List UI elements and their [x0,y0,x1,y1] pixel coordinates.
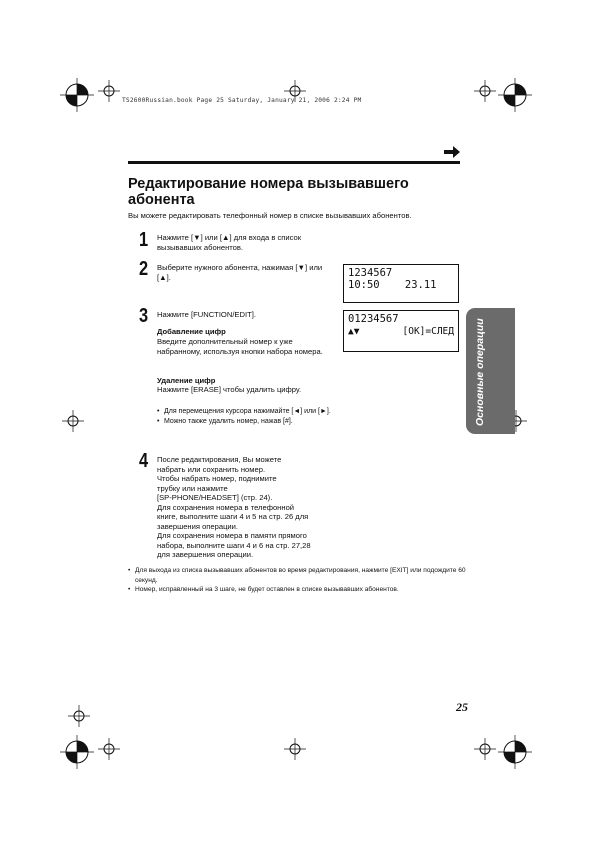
top-rule [128,161,460,164]
list-item: • Номер, исправленный на 3 шаге, не будет оставлен в списке вызывавших абонентов. [128,585,468,595]
step-4-text [157,455,357,560]
step-number: 1 [139,229,149,251]
list-item: • Можно также удалить номер, нажав [#]. [157,417,342,427]
crosshair-mark [98,738,120,760]
crosshair-mark [62,410,84,432]
page-number: 25 [456,700,468,714]
text-line: для завершения операции. [157,550,254,559]
step-1-text: Нажмите [▼] или [▲] для входа в список вызывавших абонентов. [157,233,302,252]
footnotes [128,566,468,595]
lcd-number: 1234567 [348,267,393,279]
step-number: 2 [139,258,149,280]
page-title: Редактирование номера вызывавшего абонента [128,176,409,208]
lcd-display-edit [343,310,459,352]
step-3-bullets [157,407,342,426]
lcd-time-date: 10:50 23.11 [348,278,437,291]
registration-mark-bottom-left [60,735,94,769]
text-line: Для сохранения номера в памяти прямого [157,531,307,540]
text-line: завершения операции. [157,521,239,531]
registration-mark-bottom-right [498,735,532,769]
list-item: • Для перемещения курсора нажимайте [◄] или [►]. [157,407,342,417]
text-line: Для сохранения номера в телефонной [157,502,295,512]
lcd-display-caller [343,264,459,303]
text-line: трубку или нажмите [157,483,228,493]
list-item: • Для выхода из списка вызывавших абонентов во время редактирования, нажмите [EXIT] или подождите 60 секунд. [128,566,468,585]
text-line: книге, выполните шаги 4 и 5 на стр. 26 для [157,512,309,521]
section-side-tab-label: Основные операции [474,318,486,426]
step-3-text: Нажмите [FUNCTION/EDIT]. [157,310,256,319]
step-number: 4 [139,450,149,472]
crosshair-mark [474,80,496,102]
add-digits-heading: Добавление цифр [157,327,226,336]
delete-digits-heading: Удаление цифр [157,376,216,385]
text-line: набора, выполните шаги 4 и 6 на стр. 27,28 [157,540,311,550]
text-line: Чтобы набрать номер, поднимите [157,474,277,483]
registration-mark-top-left [60,78,94,112]
header-file-info: TS2600Russian.book Page 25 Saturday, January 21, 2006 2:24 PM [122,97,362,104]
text-line: После редактирования, Вы можете [157,455,282,464]
lcd-softkey-label: [OK]=СЛЕД [402,325,454,337]
intro-text: Вы можете редактировать телефонный номер в списке вызывавших абонентов. [128,211,412,220]
step-2-text: Выберите нужного абонента, нажимая [▼] или [▲]. [157,263,323,282]
step-number: 3 [139,305,149,327]
lcd-arrows-icon: ▲▼ [348,325,360,337]
continue-arrow-icon [444,145,460,159]
crosshair-mark [68,705,90,727]
registration-mark-top-right [498,78,532,112]
lcd-softkey-row [348,326,454,338]
crosshair-mark [98,80,120,102]
crosshair-mark [474,738,496,760]
lcd-edit-number: 01234567 [348,313,399,325]
add-digits-text: Введите дополнительный номер к уже набранному, используя кнопки набора номера. [157,337,323,356]
section-side-tab [466,308,515,434]
text-line: [SP-PHONE/HEADSET] (стр. 24). [157,493,273,502]
delete-digits-text: Нажмите [ERASE] чтобы удалить цифру. [157,385,302,394]
crosshair-mark [284,738,306,760]
text-line: набрать или сохранить номер. [157,464,266,474]
